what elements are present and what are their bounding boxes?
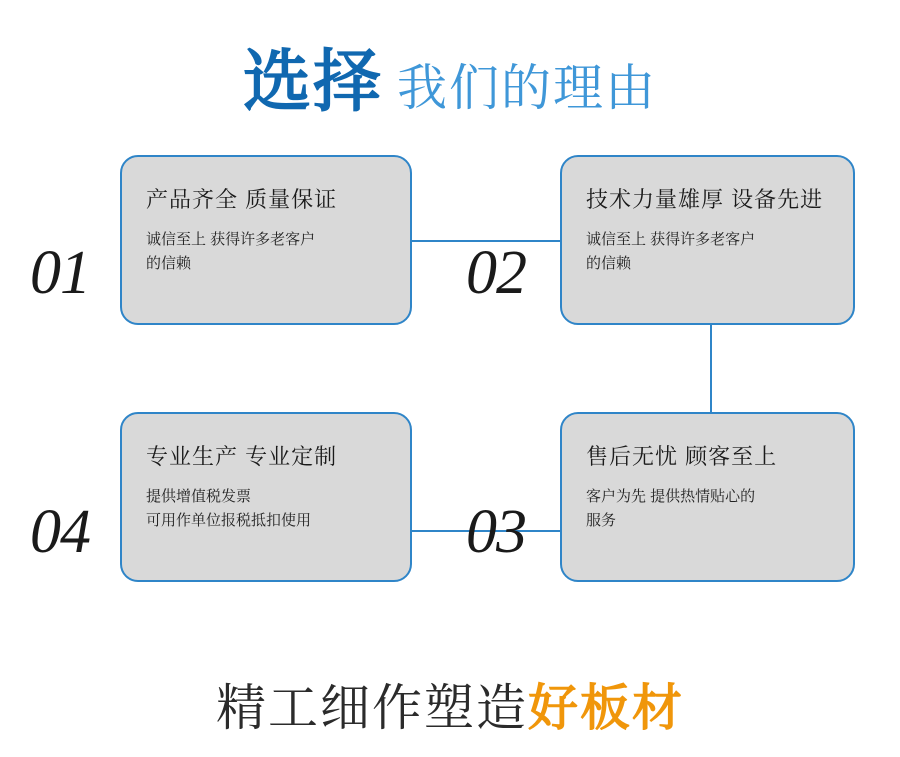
card-number-01: 01 — [30, 239, 90, 307]
card-desc-line: 服务 — [586, 512, 617, 529]
connector-line-02-03 — [710, 324, 712, 420]
page-title-light: 我们的理由 — [397, 60, 657, 116]
card-desc-02 — [586, 228, 833, 276]
card-desc-04 — [146, 485, 390, 533]
reason-card-01 — [120, 155, 412, 325]
reason-card-03 — [560, 412, 855, 582]
footer-slogan — [0, 668, 900, 740]
reason-card-02 — [560, 155, 855, 325]
card-desc-line: 的信赖 — [586, 255, 632, 272]
footer-slogan-accent: 好板材 — [528, 680, 684, 736]
card-desc-line: 提供增值税发票 — [146, 488, 252, 505]
page-title-strong: 选择 — [242, 44, 383, 120]
reason-card-04 — [120, 412, 412, 582]
card-number-02: 02 — [466, 239, 526, 307]
card-desc-line: 诚信至上 获得许多老客户 — [146, 231, 316, 248]
card-desc-line: 的信赖 — [146, 255, 192, 272]
card-desc-line: 可用作单位报税抵扣使用 — [146, 512, 312, 529]
page-title — [0, 28, 900, 125]
card-title-02: 技术力量雄厚 设备先进 — [586, 187, 824, 212]
card-desc-line: 客户为先 提供热情贴心的 — [586, 488, 756, 505]
card-desc-01 — [146, 228, 390, 276]
card-number-03: 03 — [466, 498, 526, 566]
card-number-04: 04 — [30, 498, 90, 566]
card-desc-line: 诚信至上 获得许多老客户 — [586, 231, 756, 248]
footer-slogan-dark: 精工细作塑造 — [216, 680, 528, 736]
card-title-01: 产品齐全 质量保证 — [146, 187, 338, 212]
card-title-04: 专业生产 专业定制 — [146, 444, 338, 469]
card-title-03: 售后无忧 顾客至上 — [586, 444, 778, 469]
card-desc-03 — [586, 485, 833, 533]
